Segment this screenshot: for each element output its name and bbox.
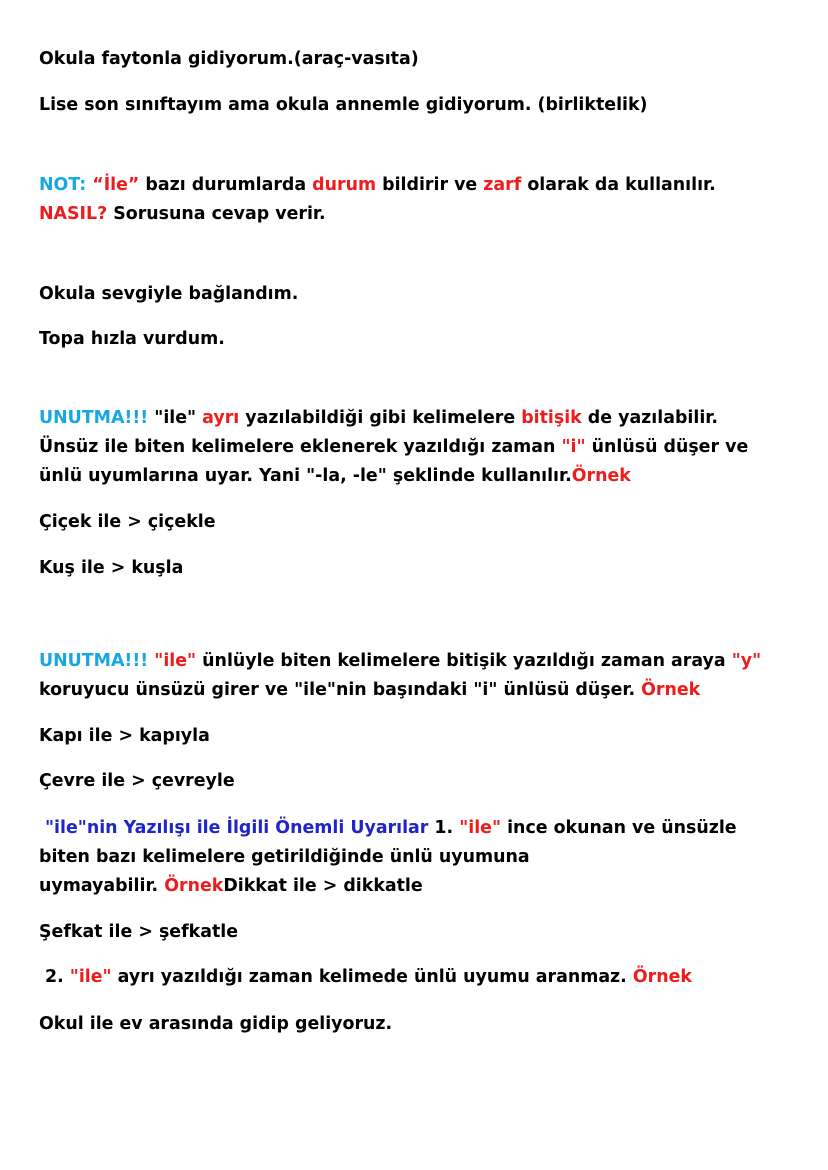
note-line-2 bbox=[39, 200, 326, 230]
note-line-1 bbox=[39, 171, 716, 201]
example-kapi: Kapı ile > kapıyla bbox=[39, 726, 210, 746]
note-text-2: bildirir ve bbox=[376, 175, 484, 195]
note-text-1: bazı durumlarda bbox=[139, 175, 313, 195]
uyari-text-1: ince okunan ve ünsüzle bbox=[501, 818, 737, 838]
uyari-heading: "ile"nin Yazılışı ile İlgili Önemli Uyarılar bbox=[45, 818, 429, 838]
unutma2-line-2 bbox=[39, 676, 700, 706]
uyari-line-2: biten bazı kelimelere getirildiğinde ünlü uyumuna bbox=[39, 847, 530, 867]
unutma1-text-1: "ile" bbox=[148, 408, 203, 428]
unutma2-text-2: koruyucu ünsüzü girer ve "ile"nin başındaki "i" ünlüsü düşer. bbox=[39, 680, 642, 700]
sentence-fayton: Okula faytonla gidiyorum.(araç-vasıta) bbox=[39, 49, 419, 69]
unutma1-bitisik: bitişik bbox=[521, 408, 582, 428]
unutma1-text-4: Ünsüz ile biten kelimelere eklenerek yazıldığı zaman bbox=[39, 437, 562, 457]
note-zarf: zarf bbox=[483, 175, 522, 195]
uyari-line-1 bbox=[45, 814, 737, 844]
uyari-line-3 bbox=[39, 872, 423, 902]
uyari-number-1: 1. bbox=[428, 818, 460, 838]
sentence-sevgiyle: Okula sevgiyle bağlandım. bbox=[39, 284, 299, 304]
unutma2-ornek: Örnek bbox=[641, 680, 701, 700]
rule-2-text: ayrı yazıldığı zaman kelimede ünlü uyumu aranmaz. bbox=[111, 967, 633, 987]
unutma1-text-6: ünlü uyumlarına uyar. Yani "-la, -le" şeklinde kullanılır. bbox=[39, 466, 572, 486]
rule-2-number: 2. bbox=[45, 967, 70, 987]
unutma2-text-1: ünlüyle biten kelimelere bitişik yazıldığı zaman araya bbox=[196, 651, 732, 671]
example-cicek: Çiçek ile > çiçekle bbox=[39, 512, 216, 532]
rule-2-line bbox=[45, 963, 692, 993]
sentence-annemle: Lise son sınıftayım ama okula annemle gidiyorum. (birliktelik) bbox=[39, 95, 648, 115]
uyari-text-3: uymayabilir. bbox=[39, 876, 165, 896]
unutma1-label: UNUTMA!!! bbox=[39, 408, 149, 428]
unutma2-ile: "ile" bbox=[154, 651, 197, 671]
unutma1-text-3: de yazılabilir. bbox=[581, 408, 718, 428]
unutma1-text-2: yazılabildiği gibi kelimelere bbox=[239, 408, 522, 428]
note-ile-quote: “İle” bbox=[92, 175, 140, 195]
uyari-text-4: Dikkat ile > dikkatle bbox=[223, 876, 423, 896]
unutma1-line-1 bbox=[39, 404, 718, 434]
uyari-ile: "ile" bbox=[459, 818, 502, 838]
unutma1-ornek: Örnek bbox=[571, 466, 631, 486]
unutma2-line-1 bbox=[39, 647, 761, 677]
unutma2-y: "y" bbox=[731, 651, 762, 671]
note-durum: durum bbox=[312, 175, 377, 195]
note-text-4: Sorusuna cevap verir. bbox=[107, 204, 326, 224]
example-cevre: Çevre ile > çevreyle bbox=[39, 771, 235, 791]
example-okul-ev: Okul ile ev arasında gidip geliyoruz. bbox=[39, 1014, 393, 1034]
note-nasil: NASIL? bbox=[39, 204, 108, 224]
unutma1-i: "i" bbox=[561, 437, 586, 457]
example-kus: Kuş ile > kuşla bbox=[39, 558, 184, 578]
sentence-hizla: Topa hızla vurdum. bbox=[39, 329, 225, 349]
rule-2-ornek: Örnek bbox=[632, 967, 692, 987]
unutma2-label: UNUTMA!!! bbox=[39, 651, 149, 671]
unutma1-ayri: ayrı bbox=[202, 408, 240, 428]
unutma1-line-2 bbox=[39, 433, 748, 463]
example-sefkat: Şefkat ile > şefkatle bbox=[39, 922, 239, 942]
rule-2-ile: "ile" bbox=[69, 967, 112, 987]
uyari-ornek: Örnek bbox=[164, 876, 224, 896]
unutma1-text-5: ünlüsü düşer ve bbox=[585, 437, 749, 457]
note-label: NOT: bbox=[39, 175, 87, 195]
unutma1-line-3 bbox=[39, 462, 631, 492]
note-text-3: olarak da kullanılır. bbox=[521, 175, 716, 195]
